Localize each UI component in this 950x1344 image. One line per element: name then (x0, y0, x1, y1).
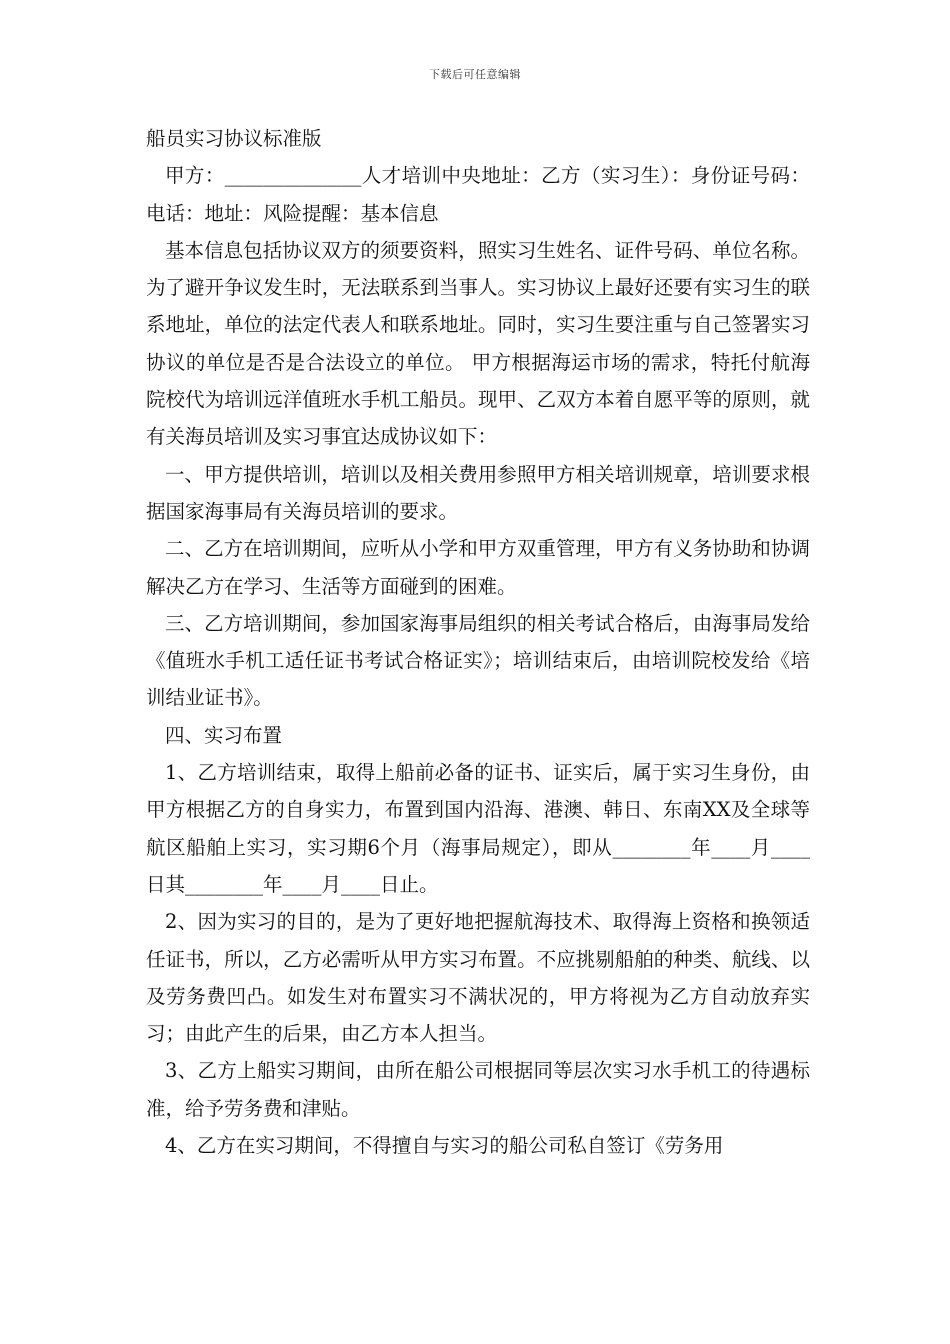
document-title: 船员实习协议标准版 (146, 127, 322, 150)
paragraph-clause-2: 二、乙方在培训期间，应听从小学和甲方双重管理，甲方有义务协助和协调解决乙方在学习、生活等方面碰到的困难。 (146, 537, 810, 598)
paragraph-clause-1: 一、甲方提供培训，培训以及相关费用参照甲方相关培训规章，培训要求根据国家海事局有关海员培训的要求。 (146, 462, 810, 523)
paragraph-item-4: 4、乙方在实习期间，不得擅自与实习的船公司私自签订《劳务用 (165, 1134, 724, 1158)
paragraph-item-3: 3、乙方上船实习期间，由所在船公司根据同等层次实习水手机工的待遇标准，给予劳务费和津贴。 (146, 1059, 810, 1120)
paragraph-clause-3: 三、乙方培训期间，参加国家海事局组织的相关考试合格后，由海事局发给《值班水手机工适任证书考试合格证实》；培训结束后，由培训院校发给《培训结业证书》。 (146, 611, 810, 710)
page-header-note: 下载后可任意编辑 (429, 68, 521, 81)
paragraph-item-1: 1、乙方培训结束，取得上船前必备的证书、证实后，属于实习生身份，由甲方根据乙方的自身实力，布置到国内沿海、港澳、韩日、东南XX及全球等航区船舶上实习，实习期6个月（海事局规定），即从________年____月____日其________年____月____日止。 (146, 761, 810, 896)
paragraph-item-2: 2、因为实习的目的，是为了更好地把握航海技术、取得海上资格和换领适任证书，所以，乙方必需听从甲方实习布置。不应挑剔船舶的种类、航线、以及劳务费凹凸。如发生对布置实习不满状况的，甲方将视为乙方自动放弃实习；由此产生的后果，由乙方本人担当。 (146, 910, 810, 1046)
section-heading-internship: 四、实习布置 (165, 723, 283, 747)
paragraph-parties: 甲方：______________人才培训中央地址：乙方（实习生）：身份证号码：电话：地址：风险提醒：基本信息 (146, 164, 810, 225)
document-body (146, 120, 810, 1164)
paragraph-basic-info: 基本信息包括协议双方的须要资料，照实习生姓名、证件号码、单位名称。为了避开争议发生时，无法联系到当事人。实习协议上最好还要有实习生的联系地址，单位的法定代表人和联系地址。同时，实习生要注重与自己签署实习协议的单位是否是合法设立的单位。 甲方根据海运市场的需求，特托付航海院校代为培训远洋值班水手机工船员。现甲、乙双方本着自愿平等的原则，就有关海员培训及实习事宜达成协议如下： (146, 238, 810, 449)
